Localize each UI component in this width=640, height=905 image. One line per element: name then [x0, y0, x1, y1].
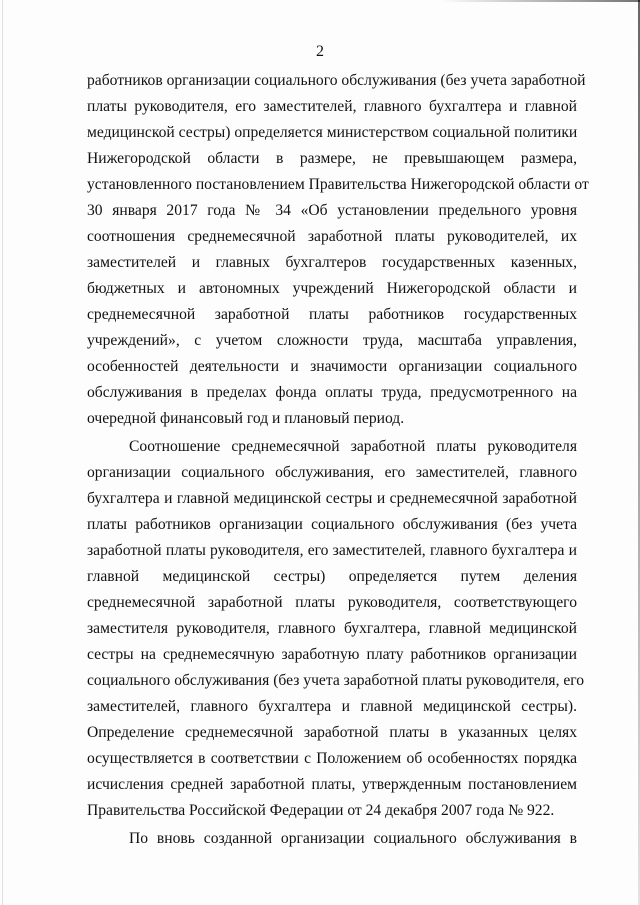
- text-line: платы работников организации социального обслуживания (без учета: [87, 516, 577, 533]
- text-line: осуществляется в соответствии с Положением об особенностях порядка: [87, 750, 577, 767]
- text-line: учреждений», с учетом сложности труда, масштаба управления,: [87, 332, 577, 349]
- text-line: бухгалтера и главной медицинской сестры и среднемесячной заработной: [87, 490, 577, 507]
- text-line: платы руководителя, его заместителей, главного бухгалтера и главной: [87, 98, 577, 115]
- page-number: 2: [316, 43, 324, 60]
- text-line: бюджетных и автономных учреждений Нижегородской области и: [87, 280, 577, 297]
- text-line: обслуживания в пределах фонда оплаты труда, предусмотренного на: [87, 384, 577, 401]
- scan-edge-top: [440, 0, 640, 2]
- text-line: организации социального обслуживания, его заместителей, главного: [87, 464, 577, 481]
- text-line: Определение среднемесячной заработной платы в указанных целях: [87, 724, 577, 741]
- text-line: Нижегородской области в размере, не превышающем размера,: [87, 150, 577, 167]
- text-line: главной медицинской сестры) определяется путем деления: [87, 568, 577, 585]
- text-line: заместителей, главного бухгалтера и главной медицинской сестры).: [87, 698, 577, 715]
- text-line: По вновь созданной организации социального обслуживания в: [129, 830, 577, 847]
- text-line: заместителя руководителя, главного бухгалтера, главной медицинской: [87, 620, 577, 637]
- text-line: соотношения среднемесячной заработной платы руководителей, их: [87, 228, 577, 245]
- text-line: Соотношение среднемесячной заработной платы руководителя: [129, 438, 577, 455]
- text-line: среднемесячной заработной платы руководителя, соответствующего: [87, 594, 577, 611]
- text-line: работников организации социального обслуживания (без учета заработной: [87, 72, 586, 89]
- text-line: исчисления средней заработной платы, утвержденным постановлением: [87, 776, 577, 793]
- text-line: медицинской сестры) определяется министерством социальной политики: [87, 124, 578, 141]
- text-line: очередной финансовый год и плановый период.: [87, 410, 405, 427]
- text-line: заместителей и главных бухгалтеров государственных казенных,: [87, 254, 577, 271]
- scan-edge-left: [2, 0, 3, 905]
- text-line: заработной платы руководителя, его заместителей, главного бухгалтера и: [87, 542, 577, 559]
- text-line: социального обслуживания (без учета заработной платы руководителя, его: [87, 672, 585, 689]
- text-line: сестры на среднемесячную заработную плату работников организации: [87, 646, 577, 663]
- text-line: среднемесячной заработной платы работников государственных: [87, 306, 577, 323]
- text-line: 30 января 2017 года № 34 «Об установлении предельного уровня: [87, 202, 577, 219]
- text-line: установленного постановлением Правительства Нижегородской области от: [87, 176, 589, 193]
- text-line: Правительства Российской Федерации от 24 декабря 2007 года № 922.: [87, 802, 555, 819]
- text-line: особенностей деятельности и значимости организации социального: [87, 358, 577, 375]
